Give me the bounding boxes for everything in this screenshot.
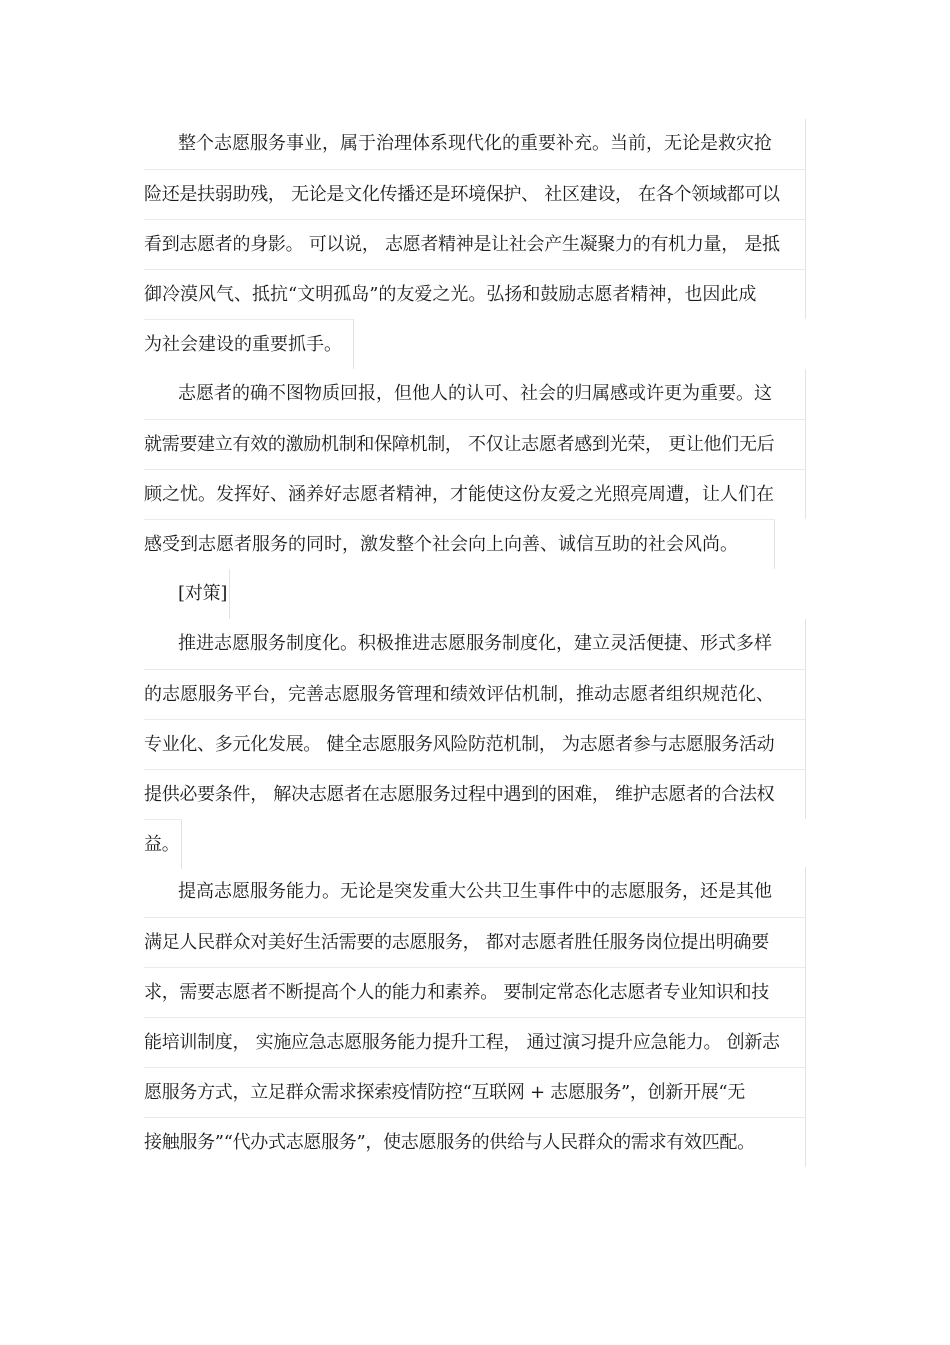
line-text: 接触服务”“代办式志愿服务”，使志愿服务的供给与人民群众的需求有效匹配。: [144, 1132, 755, 1153]
paragraph-3-line-4: [144, 769, 806, 819]
heading-text: [对策]: [178, 583, 228, 604]
paragraph-4-line-6: [144, 1117, 806, 1167]
paragraph-1-line-3: [144, 219, 806, 269]
line-text: 满足人民群众对美好生活需要的志愿服务， 都对志愿者胜任服务岗位提出明确要: [144, 932, 769, 953]
paragraph-4-line-1: [178, 867, 806, 917]
line-text: 提供必要条件， 解决志愿者在志愿服务过程中遇到的困难， 维护志愿者的合法权: [144, 784, 775, 805]
line-text: 整个志愿服务事业，属于治理体系现代化的重要补充。当前，无论是救灾抢: [178, 133, 772, 154]
line-text: 愿服务方式，立足群众需求探索疫情防控“互联网 + 志愿服务”，创新开展“无: [144, 1082, 746, 1103]
paragraph-4-line-5: [144, 1067, 806, 1117]
line-text: 险还是扶弱助残， 无论是文化传播还是环境保护、 社区建设， 在各个领域都可以: [144, 184, 780, 205]
line-text: 顾之忧。发挥好、涵养好志愿者精神，才能使这份友爱之光照亮周遭，让人们在: [144, 484, 774, 505]
section-heading: [178, 569, 230, 619]
paragraph-3-line-5: [144, 819, 182, 869]
line-text: 益。: [144, 834, 180, 855]
line-text: 能培训制度， 实施应急志愿服务能力提升工程， 通过演习提升应急能力。 创新志: [144, 1032, 780, 1053]
paragraph-2-line-3: [144, 469, 806, 519]
paragraph-2-line-4: [144, 519, 775, 569]
paragraph-1-line-1: [178, 119, 806, 169]
paragraph-1-line-4: [144, 269, 806, 319]
paragraph-3-line-1: [178, 619, 806, 669]
line-text: 感受到志愿者服务的同时，激发整个社会向上向善、诚信互助的社会风尚。: [144, 534, 738, 555]
paragraph-2-line-2: [144, 419, 806, 469]
line-text: 就需要建立有效的激励机制和保障机制， 不仅让志愿者感到光荣， 更让他们无后: [144, 434, 775, 455]
paragraph-3-line-3: [144, 719, 806, 769]
paragraph-3-line-2: [144, 669, 806, 719]
paragraph-4-line-2: [144, 917, 806, 967]
line-text: 求，需要志愿者不断提高个人的能力和素养。 要制定常态化志愿者专业知识和技: [144, 982, 769, 1003]
paragraph-1-line-2: [144, 169, 806, 219]
line-text: 推进志愿服务制度化。积极推进志愿服务制度化，建立灵活便捷、形式多样: [178, 633, 772, 654]
paragraph-4-line-4: [144, 1017, 806, 1067]
line-text: 看到志愿者的身影。 可以说， 志愿者精神是让社会产生凝聚力的有机力量， 是抵: [144, 234, 780, 255]
line-text: 为社会建设的重要抓手。: [144, 334, 342, 355]
paragraph-1-line-5: [144, 319, 354, 369]
line-text: 专业化、多元化发展。 健全志愿服务风险防范机制， 为志愿者参与志愿服务活动: [144, 734, 775, 755]
line-text: 提高志愿服务能力。无论是突发重大公共卫生事件中的志愿服务，还是其他: [178, 881, 772, 902]
line-text: 御冷漠风气、抵抗“文明孤岛”的友爱之光。弘扬和鼓励志愿者精神，也因此成: [144, 284, 757, 305]
line-text: 的志愿服务平台，完善志愿服务管理和绩效评估机制，推动志愿者组织规范化、: [144, 684, 774, 705]
paragraph-2-line-1: [178, 369, 806, 419]
line-text: 志愿者的确不图物质回报，但他人的认可、社会的归属感或许更为重要。这: [178, 383, 772, 404]
paragraph-4-line-3: [144, 967, 806, 1017]
